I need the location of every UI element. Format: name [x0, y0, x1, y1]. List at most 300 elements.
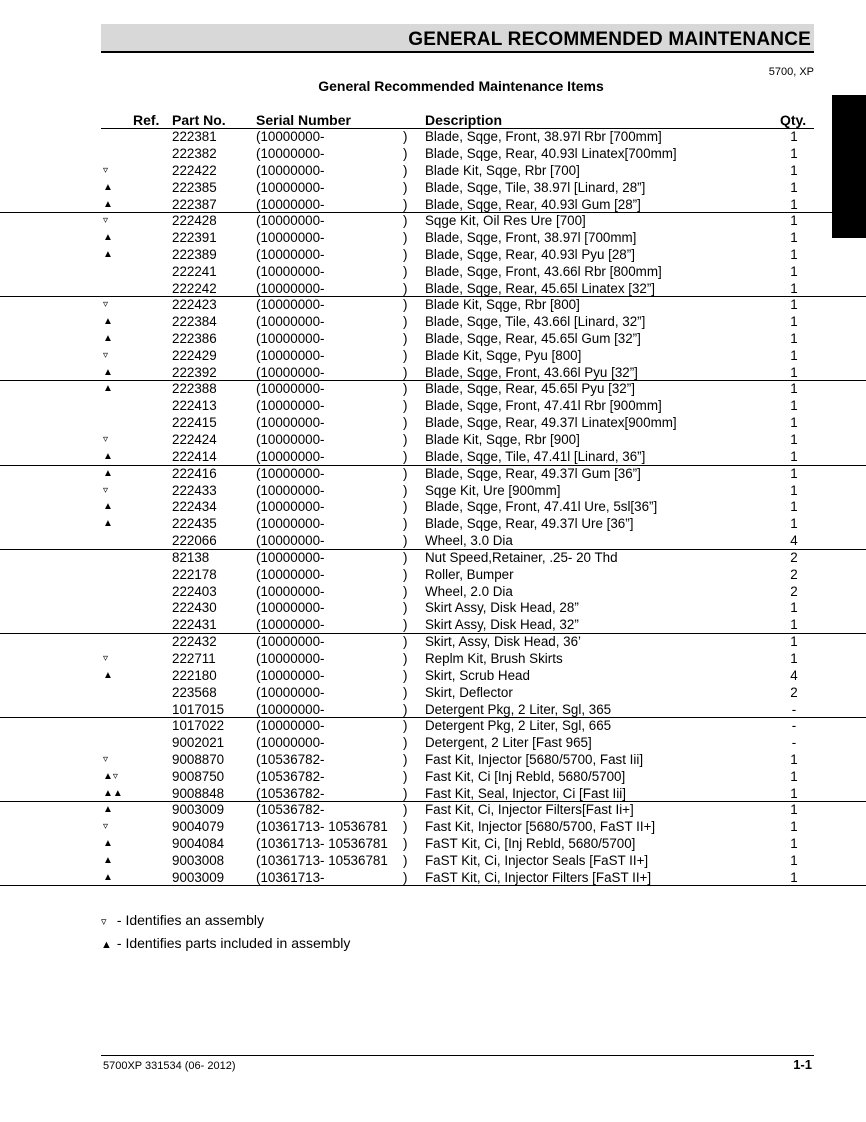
page-number: 1-1 [793, 1057, 812, 1072]
serial-close-paren: ) [403, 145, 408, 161]
serial-close-paren: ) [403, 869, 408, 885]
description: Blade, Sqge, Rear, 40.93l Gum [28”] [425, 196, 641, 212]
serial-close-paren: ) [403, 533, 408, 549]
quantity: 1 [790, 751, 798, 767]
part-number: 222382 [172, 145, 217, 161]
part-number: 222413 [172, 398, 217, 414]
serial-close-paren: ) [403, 381, 408, 397]
serial-number: (10000000- [256, 162, 325, 178]
ref-symbol-icon: ▲ [103, 467, 113, 479]
part-number: 222242 [172, 280, 217, 296]
description: FaST Kit, Ci, Injector Filters [FaST II+] [425, 869, 652, 885]
description: Blade, Sqge, Rear, 40.93l Pyu [28”] [425, 246, 635, 262]
serial-number: (10000000- [256, 432, 325, 448]
quantity: - [791, 718, 797, 734]
footer-rule [101, 1055, 814, 1056]
description: Blade, Sqge, Front, 43.66l Pyu [32”] [425, 364, 638, 380]
quantity: 1 [790, 314, 798, 330]
table-row [0, 567, 866, 584]
ref-symbol-icon: ▿ [103, 753, 109, 765]
part-number: 222422 [172, 162, 217, 178]
table-row [0, 853, 866, 870]
serial-number: (10000000- [256, 499, 325, 515]
parts-table [0, 129, 866, 886]
ref-symbol-icon: ▲ [103, 451, 113, 463]
table-row [0, 550, 866, 567]
included-part-symbol-icon: ▲ [101, 939, 112, 951]
ref-symbol-icon: ▲▲ [103, 787, 123, 799]
description: Wheel, 3.0 Dia [425, 533, 513, 549]
quantity: 1 [790, 179, 798, 195]
ref-symbol-icon: ▿ [103, 652, 109, 664]
part-number: 222416 [172, 465, 217, 481]
serial-number: (10000000- [256, 213, 325, 229]
part-number: 222423 [172, 297, 217, 313]
page-title: GENERAL RECOMMENDED MAINTENANCE [408, 29, 811, 50]
quantity: 1 [790, 246, 798, 262]
description: Wheel, 2.0 Dia [425, 583, 513, 599]
description: Blade, Sqge, Rear, 49.37l Ure [36”] [425, 516, 634, 532]
ref-symbol-icon: ▲ [103, 181, 113, 193]
serial-close-paren: ) [403, 566, 408, 582]
serial-number: (10000000- [256, 230, 325, 246]
ref-symbol-icon: ▲ [103, 333, 113, 345]
serial-close-paren: ) [403, 684, 408, 700]
description: Roller, Bumper [425, 566, 514, 582]
assembly-symbol-icon: ▿ [101, 916, 107, 928]
ref-symbol-icon: ▿ [103, 164, 109, 176]
serial-number: (10000000- [256, 684, 325, 700]
quantity: 4 [790, 667, 798, 683]
description: Fast Kit, Ci, Injector Filters[Fast Ii+] [425, 802, 634, 818]
part-number: 222241 [172, 263, 217, 279]
part-number: 222429 [172, 347, 217, 363]
serial-number: (10000000- [256, 297, 325, 313]
serial-number: (10000000- [256, 600, 325, 616]
serial-number: (10000000- [256, 381, 325, 397]
table-row [0, 516, 866, 533]
quantity: 1 [790, 836, 798, 852]
table-row [0, 180, 866, 197]
table-row [0, 702, 866, 719]
part-number: 82138 [172, 549, 210, 565]
serial-number: (10000000- [256, 263, 325, 279]
quantity: 2 [790, 566, 798, 582]
description: Skirt, Scrub Head [425, 667, 530, 683]
quantity: 1 [790, 785, 798, 801]
quantity: 1 [790, 650, 798, 666]
ref-symbol-icon: ▲ [103, 518, 113, 530]
description: Blade, Sqge, Tile, 47.41l [Linard, 36”] [425, 449, 646, 465]
description: Blade, Sqge, Front, 38.97l Rbr [700mm] [425, 129, 662, 144]
ref-symbol-icon: ▲ [103, 804, 113, 816]
description: Blade, Sqge, Rear, 49.37l Gum [36”] [425, 465, 641, 481]
ref-symbol-icon: ▲ [103, 366, 113, 378]
serial-close-paren: ) [403, 701, 408, 717]
table-row [0, 499, 866, 516]
description: Detergent, 2 Liter [Fast 965] [425, 734, 592, 750]
quantity: 1 [790, 617, 798, 633]
ref-symbol-icon: ▿ [103, 215, 109, 227]
quantity: 1 [790, 768, 798, 784]
ref-symbol-icon: ▲ [103, 232, 113, 244]
quantity: 4 [790, 533, 798, 549]
quantity: 1 [790, 600, 798, 616]
part-number: 222430 [172, 600, 217, 616]
table-row [0, 769, 866, 786]
serial-number: (10000000- [256, 667, 325, 683]
quantity: 1 [790, 482, 798, 498]
quantity: 1 [790, 449, 798, 465]
serial-number: (10000000- [256, 398, 325, 414]
description: Fast Kit, Injector [5680/5700, Fast Iii] [425, 751, 644, 767]
part-number: 222180 [172, 667, 217, 683]
part-number: 222386 [172, 331, 217, 347]
description: Sqge Kit, Oil Res Ure [700] [425, 213, 586, 229]
part-number: 9008870 [172, 751, 225, 767]
description: Fast Kit, Seal, Injector, Ci [Fast Iii] [425, 785, 626, 801]
description: Skirt, Deflector [425, 684, 513, 700]
quantity: 1 [790, 398, 798, 414]
part-number: 222415 [172, 415, 217, 431]
serial-close-paren: ) [403, 617, 408, 633]
column-header-serial-number: Serial Number [256, 112, 351, 128]
quantity: 1 [790, 499, 798, 515]
table-row [0, 129, 866, 146]
part-number: 222431 [172, 617, 217, 633]
serial-close-paren: ) [403, 415, 408, 431]
serial-number: (10000000- [256, 633, 325, 649]
part-number: 222388 [172, 381, 217, 397]
quantity: - [791, 701, 797, 717]
ref-symbol-icon: ▲ [103, 838, 113, 850]
serial-number: (10000000- [256, 179, 325, 195]
serial-close-paren: ) [403, 836, 408, 852]
serial-close-paren: ) [403, 213, 408, 229]
description: Fast Kit, Ci [Inj Rebld, 5680/5700] [425, 768, 626, 784]
serial-close-paren: ) [403, 196, 408, 212]
table-row [0, 651, 866, 668]
table-row [0, 600, 866, 617]
part-number: 222392 [172, 364, 217, 380]
section-title: General Recommended Maintenance Items [318, 78, 604, 94]
serial-close-paren: ) [403, 347, 408, 363]
table-row [0, 281, 866, 298]
serial-number: (10000000- [256, 650, 325, 666]
quantity: 1 [790, 280, 798, 296]
serial-number: (10000000- [256, 566, 325, 582]
table-row [0, 533, 866, 550]
serial-close-paren: ) [403, 802, 408, 818]
quantity: 1 [790, 347, 798, 363]
part-number: 222414 [172, 449, 217, 465]
table-row [0, 213, 866, 230]
serial-close-paren: ) [403, 246, 408, 262]
serial-close-paren: ) [403, 179, 408, 195]
description: Blade, Sqge, Tile, 38.97l [Linard, 28”] [425, 179, 646, 195]
part-number: 222424 [172, 432, 217, 448]
serial-number: (10361713- 10536781 [256, 819, 388, 835]
description: Skirt, Assy, Disk Head, 36’ [425, 633, 582, 649]
serial-close-paren: ) [403, 718, 408, 734]
description: Blade Kit, Sqge, Rbr [800] [425, 297, 580, 313]
quantity: 1 [790, 364, 798, 380]
serial-close-paren: ) [403, 549, 408, 565]
table-row [0, 685, 866, 702]
quantity: 1 [790, 196, 798, 212]
quantity: 1 [790, 415, 798, 431]
part-number: 222434 [172, 499, 217, 515]
quantity: 1 [790, 213, 798, 229]
table-row [0, 466, 866, 483]
ref-symbol-icon: ▿ [103, 821, 109, 833]
description: Skirt Assy, Disk Head, 28” [425, 600, 579, 616]
serial-number: (10000000- [256, 364, 325, 380]
serial-close-paren: ) [403, 751, 408, 767]
serial-number: (10000000- [256, 718, 325, 734]
serial-number: (10536782- [256, 751, 325, 767]
serial-close-paren: ) [403, 600, 408, 616]
ref-symbol-icon: ▲ [103, 501, 113, 513]
serial-number: (10000000- [256, 331, 325, 347]
serial-number: (10000000- [256, 465, 325, 481]
table-row [0, 786, 866, 803]
table-row [0, 668, 866, 685]
part-number: 9008848 [172, 785, 225, 801]
description: Nut Speed,Retainer, .25- 20 Thd [425, 549, 618, 565]
part-number: 222387 [172, 196, 217, 212]
serial-close-paren: ) [403, 633, 408, 649]
description: Blade, Sqge, Rear, 49.37l Linatex[900mm] [425, 415, 677, 431]
serial-number: (10536782- [256, 785, 325, 801]
part-number: 9002021 [172, 734, 225, 750]
part-number: 222433 [172, 482, 217, 498]
table-row [0, 163, 866, 180]
ref-symbol-icon: ▿ [103, 299, 109, 311]
part-number: 222391 [172, 230, 217, 246]
description: Blade Kit, Sqge, Rbr [900] [425, 432, 580, 448]
quantity: 1 [790, 516, 798, 532]
serial-number: (10361713- 10536781 [256, 836, 388, 852]
description: Blade, Sqge, Rear, 40.93l Linatex[700mm] [425, 145, 677, 161]
part-number: 222432 [172, 633, 217, 649]
quantity: 1 [790, 145, 798, 161]
serial-close-paren: ) [403, 230, 408, 246]
description: Detergent Pkg, 2 Liter, Sgl, 665 [425, 718, 612, 734]
column-header-description: Description [425, 112, 503, 128]
table-row [0, 735, 866, 752]
legend-assembly [101, 912, 264, 928]
serial-close-paren: ) [403, 465, 408, 481]
quantity: 1 [790, 331, 798, 347]
ref-symbol-icon: ▿ [103, 349, 109, 361]
ref-symbol-icon: ▲ [103, 198, 113, 210]
serial-number: (10000000- [256, 701, 325, 717]
quantity: 1 [790, 819, 798, 835]
serial-number: (10000000- [256, 533, 325, 549]
table-row [0, 836, 866, 853]
description: Blade, Sqge, Rear, 45.65l Gum [32”] [425, 331, 641, 347]
description: Blade Kit, Sqge, Pyu [800] [425, 347, 582, 363]
table-row [0, 802, 866, 819]
table-row [0, 870, 866, 887]
description: Detergent Pkg, 2 Liter, Sgl, 365 [425, 701, 612, 717]
serial-number: (10000000- [256, 617, 325, 633]
part-number: 9003009 [172, 869, 225, 885]
serial-close-paren: ) [403, 650, 408, 666]
serial-close-paren: ) [403, 398, 408, 414]
model-label: 5700, XP [768, 66, 814, 78]
quantity: 1 [790, 297, 798, 313]
table-row [0, 197, 866, 214]
serial-close-paren: ) [403, 734, 408, 750]
part-number: 9003009 [172, 802, 225, 818]
table-row [0, 617, 866, 634]
table-row [0, 398, 866, 415]
quantity: 2 [790, 583, 798, 599]
part-number: 223568 [172, 684, 217, 700]
serial-close-paren: ) [403, 263, 408, 279]
serial-number: (10000000- [256, 482, 325, 498]
serial-close-paren: ) [403, 314, 408, 330]
description: Blade, Sqge, Tile, 43.66l [Linard, 32”] [425, 314, 646, 330]
part-number: 222428 [172, 213, 217, 229]
table-row [0, 348, 866, 365]
part-number: 222389 [172, 246, 217, 262]
description: Blade, Sqge, Rear, 45.65l Pyu [32”] [425, 381, 635, 397]
table-row [0, 432, 866, 449]
serial-close-paren: ) [403, 449, 408, 465]
table-row [0, 449, 866, 466]
part-number: 222384 [172, 314, 217, 330]
serial-number: (10000000- [256, 449, 325, 465]
description: Blade, Sqge, Front, 47.41l Rbr [900mm] [425, 398, 662, 414]
ref-symbol-icon: ▿ [103, 434, 109, 446]
quantity: 1 [790, 802, 798, 818]
part-number: 222711 [172, 650, 216, 666]
quantity: 1 [790, 852, 798, 868]
table-row [0, 264, 866, 281]
serial-close-paren: ) [403, 364, 408, 380]
table-row [0, 381, 866, 398]
quantity: 1 [790, 381, 798, 397]
ref-symbol-icon: ▿ [103, 484, 109, 496]
serial-number: (10000000- [256, 415, 325, 431]
serial-close-paren: ) [403, 162, 408, 178]
table-row [0, 247, 866, 264]
ref-symbol-icon: ▲ [103, 854, 113, 866]
serial-close-paren: ) [403, 280, 408, 296]
column-header-part-no: Part No. [172, 112, 226, 128]
quantity: - [791, 734, 797, 750]
serial-close-paren: ) [403, 785, 408, 801]
serial-number: (10000000- [256, 516, 325, 532]
ref-symbol-icon: ▲▿ [103, 770, 118, 782]
serial-close-paren: ) [403, 482, 408, 498]
serial-close-paren: ) [403, 516, 408, 532]
table-row [0, 415, 866, 432]
ref-symbol-icon: ▲ [103, 316, 113, 328]
serial-close-paren: ) [403, 297, 408, 313]
table-row [0, 819, 866, 836]
part-number: 9004084 [172, 836, 225, 852]
ref-symbol-icon: ▲ [103, 871, 113, 883]
serial-number: (10000000- [256, 129, 325, 144]
quantity: 1 [790, 230, 798, 246]
column-header-qty: Qty. [780, 112, 807, 128]
column-header-ref: Ref. [133, 112, 160, 128]
table-row [0, 331, 866, 348]
serial-close-paren: ) [403, 667, 408, 683]
part-number: 9003008 [172, 852, 225, 868]
table-row [0, 752, 866, 769]
description: Blade Kit, Sqge, Rbr [700] [425, 162, 580, 178]
part-number: 9004079 [172, 819, 225, 835]
serial-number: (10000000- [256, 734, 325, 750]
serial-number: (10536782- [256, 768, 325, 784]
serial-close-paren: ) [403, 432, 408, 448]
table-row [0, 230, 866, 247]
description: Blade, Sqge, Front, 38.97l [700mm] [425, 230, 637, 246]
table-row [0, 634, 866, 651]
serial-number: (10000000- [256, 549, 325, 565]
part-number: 9008750 [172, 768, 225, 784]
legend-text: - Identifies parts included in assembly [116, 935, 351, 951]
part-number: 1017015 [172, 701, 225, 717]
serial-number: (10000000- [256, 314, 325, 330]
quantity: 1 [790, 162, 798, 178]
part-number: 222066 [172, 533, 217, 549]
table-row [0, 365, 866, 382]
ref-symbol-icon: ▲ [103, 669, 113, 681]
quantity: 2 [790, 684, 798, 700]
serial-close-paren: ) [403, 331, 408, 347]
table-row [0, 314, 866, 331]
serial-number: (10000000- [256, 583, 325, 599]
serial-number: (10536782- [256, 802, 325, 818]
part-number: 222385 [172, 179, 217, 195]
serial-number: (10361713- [256, 869, 325, 885]
description: Skirt Assy, Disk Head, 32” [425, 617, 579, 633]
ref-symbol-icon: ▲ [103, 248, 113, 260]
table-row [0, 483, 866, 500]
serial-close-paren: ) [403, 819, 408, 835]
description: FaST Kit, Ci, [Inj Rebld, 5680/5700] [425, 836, 636, 852]
part-number: 222403 [172, 583, 217, 599]
description: Sqge Kit, Ure [900mm] [425, 482, 561, 498]
serial-number: (10000000- [256, 347, 325, 363]
table-row [0, 146, 866, 163]
description: Blade, Sqge, Front, 43.66l Rbr [800mm] [425, 263, 662, 279]
quantity: 1 [790, 129, 798, 144]
legend-included-parts [101, 935, 350, 951]
description: Blade, Sqge, Rear, 45.65l Linatex [32”] [425, 280, 656, 296]
part-number: 222435 [172, 516, 217, 532]
serial-close-paren: ) [403, 499, 408, 515]
serial-number: (10000000- [256, 280, 325, 296]
part-number: 222178 [172, 566, 217, 582]
serial-number: (10000000- [256, 196, 325, 212]
part-number: 1017022 [172, 718, 225, 734]
description: Blade, Sqge, Front, 47.41l Ure, 5sl[36”] [425, 499, 658, 515]
serial-close-paren: ) [403, 583, 408, 599]
serial-close-paren: ) [403, 768, 408, 784]
quantity: 1 [790, 263, 798, 279]
legend-text: - Identifies an assembly [116, 912, 264, 928]
serial-number: (10000000- [256, 145, 325, 161]
quantity: 1 [790, 465, 798, 481]
quantity: 1 [790, 432, 798, 448]
